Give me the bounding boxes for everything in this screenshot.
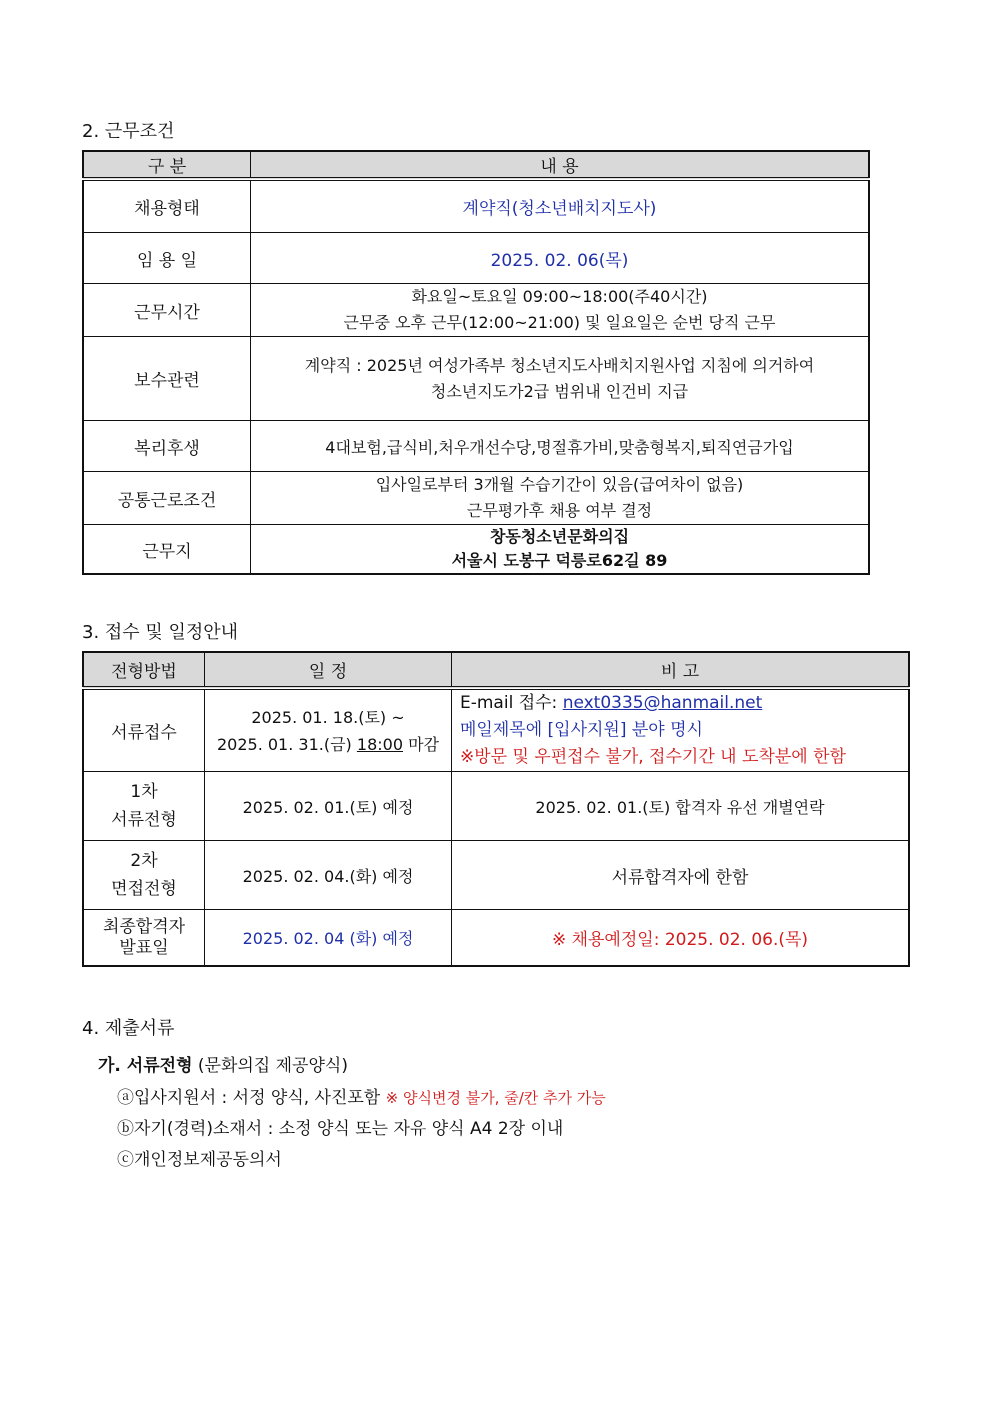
work-hours-line: 근무중 오후 근무(12:00~21:00) 및 일요일은 순번 당직 근무 (343, 313, 776, 332)
schedule-note: 2025. 02. 01.(토) 합격자 유선 개별연락 (452, 772, 910, 841)
method-label-line: 면접전형 (111, 879, 177, 899)
schedule-date: 2025. 02. 01.(토) 예정 (205, 772, 452, 841)
deadline-time: 18:00 (356, 734, 403, 754)
method-label-line: 서류전형 (111, 810, 177, 830)
item-note: ※ 양식변경 불가, 줄/칸 추가 가능 (385, 1089, 606, 1107)
subject-instruction: 메일제목에 [입사지원] 분야 명시 (460, 720, 703, 740)
table-row (83, 284, 869, 337)
table-row (83, 421, 869, 472)
salary-line: 계약직 : 2025년 여성가족부 청소년지도사배치지원사업 지침에 의거하여 (304, 355, 815, 375)
schedule-note: 서류합격자에 한함 (452, 841, 910, 910)
workplace (251, 525, 870, 575)
row-label: 채용형태 (83, 179, 251, 233)
benefits: 4대보험,급식비,처우개선수당,명절휴가비,맞춤형복지,퇴직연금가입 (251, 421, 870, 472)
period-end-date: 2025. 01. 31.(금) (216, 734, 357, 754)
method-label-line: 최종합격자 (102, 916, 186, 937)
employment-type: 계약직(청소년배치지도사) (251, 179, 870, 233)
email-line (460, 690, 902, 717)
schedule-date: 2025. 02. 04.(화) 예정 (205, 841, 452, 910)
section-4-heading: 4. 제출서류 (82, 1018, 175, 1039)
item-text: ⓒ개인정보제공동의서 (117, 1150, 282, 1170)
workplace-address: 서울시 도봉구 덕릉로62길 89 (451, 551, 668, 570)
section-3-heading: 3. 접수 및 일정안내 (82, 622, 239, 643)
email-prefix: E-mail 접수: (460, 693, 563, 713)
conditions-line: 입사일로부터 3개월 수습기간이 있음(급여차이 없음) (375, 475, 744, 494)
subheading-title: 가. 서류전형 (98, 1056, 193, 1076)
method-label (83, 841, 205, 910)
deadline-suffix: 마감 (403, 734, 439, 754)
table-row (83, 688, 909, 772)
header-note: 비 고 (452, 652, 910, 688)
method-label (83, 772, 205, 841)
method-label-line: 2차 (130, 851, 158, 871)
subheading-detail: (문화의집 제공양식) (192, 1056, 348, 1076)
item-text: ⓑ자기(경력)소재서 : 소정 양식 또는 자유 양식 A4 2장 이내 (117, 1119, 564, 1139)
work-hours-line: 화요일~토요일 09:00~18:00(주40시간) (411, 287, 708, 306)
list-item (117, 1083, 606, 1108)
email-link[interactable]: next0335@hanmail.net (562, 693, 763, 713)
row-label: 보수관련 (83, 337, 251, 421)
conditions-line: 근무평가후 채용 여부 결정 (466, 501, 653, 520)
row-label: 근무시간 (83, 284, 251, 337)
method-label-line: 1차 (130, 782, 158, 802)
common-conditions (251, 472, 870, 525)
method-label (83, 910, 205, 967)
row-label: 복리후생 (83, 421, 251, 472)
table-row (83, 525, 869, 575)
no-visit-notice: ※방문 및 우편접수 불가, 접수기간 내 도착분에 한함 (460, 747, 846, 767)
table-row (83, 472, 869, 525)
header-schedule: 일 정 (205, 652, 452, 688)
table-row (83, 841, 909, 910)
table-row (83, 772, 909, 841)
table-row (83, 233, 869, 284)
header-method: 전형방법 (83, 652, 205, 688)
row-label: 근무지 (83, 525, 251, 575)
item-text: ⓐ입사지원서 : 서정 양식, 사진포함 (117, 1088, 386, 1108)
document-subheading (98, 1051, 348, 1076)
schedule-table (82, 651, 910, 967)
section-2-heading: 2. 근무조건 (82, 121, 175, 142)
period-start: 2025. 01. 18.(토) ~ (251, 707, 405, 727)
workplace-name: 창동청소년문화의집 (489, 527, 630, 546)
table-header-row (83, 151, 869, 179)
application-note (452, 688, 910, 772)
method-label: 서류접수 (83, 688, 205, 772)
work-conditions-table (82, 150, 870, 575)
header-category: 구 분 (83, 151, 251, 179)
method-label-line: 발표일 (119, 937, 169, 958)
list-item (117, 1145, 282, 1170)
salary-line: 청소년지도가2급 범위내 인건비 지급 (430, 381, 689, 401)
header-content: 내 용 (251, 151, 870, 179)
application-period (205, 688, 452, 772)
schedule-note: ※ 채용예정일: 2025. 02. 06.(목) (452, 910, 910, 967)
row-label: 임 용 일 (83, 233, 251, 284)
work-hours (251, 284, 870, 337)
period-end (211, 731, 445, 758)
list-item (117, 1114, 563, 1139)
table-header-row (83, 652, 909, 688)
appointment-date: 2025. 02. 06(목) (251, 233, 870, 284)
table-row (83, 910, 909, 967)
salary-info (251, 337, 870, 421)
table-row (83, 179, 869, 233)
schedule-date: 2025. 02. 04 (화) 예정 (205, 910, 452, 967)
table-row (83, 337, 869, 421)
row-label: 공통근로조건 (83, 472, 251, 525)
